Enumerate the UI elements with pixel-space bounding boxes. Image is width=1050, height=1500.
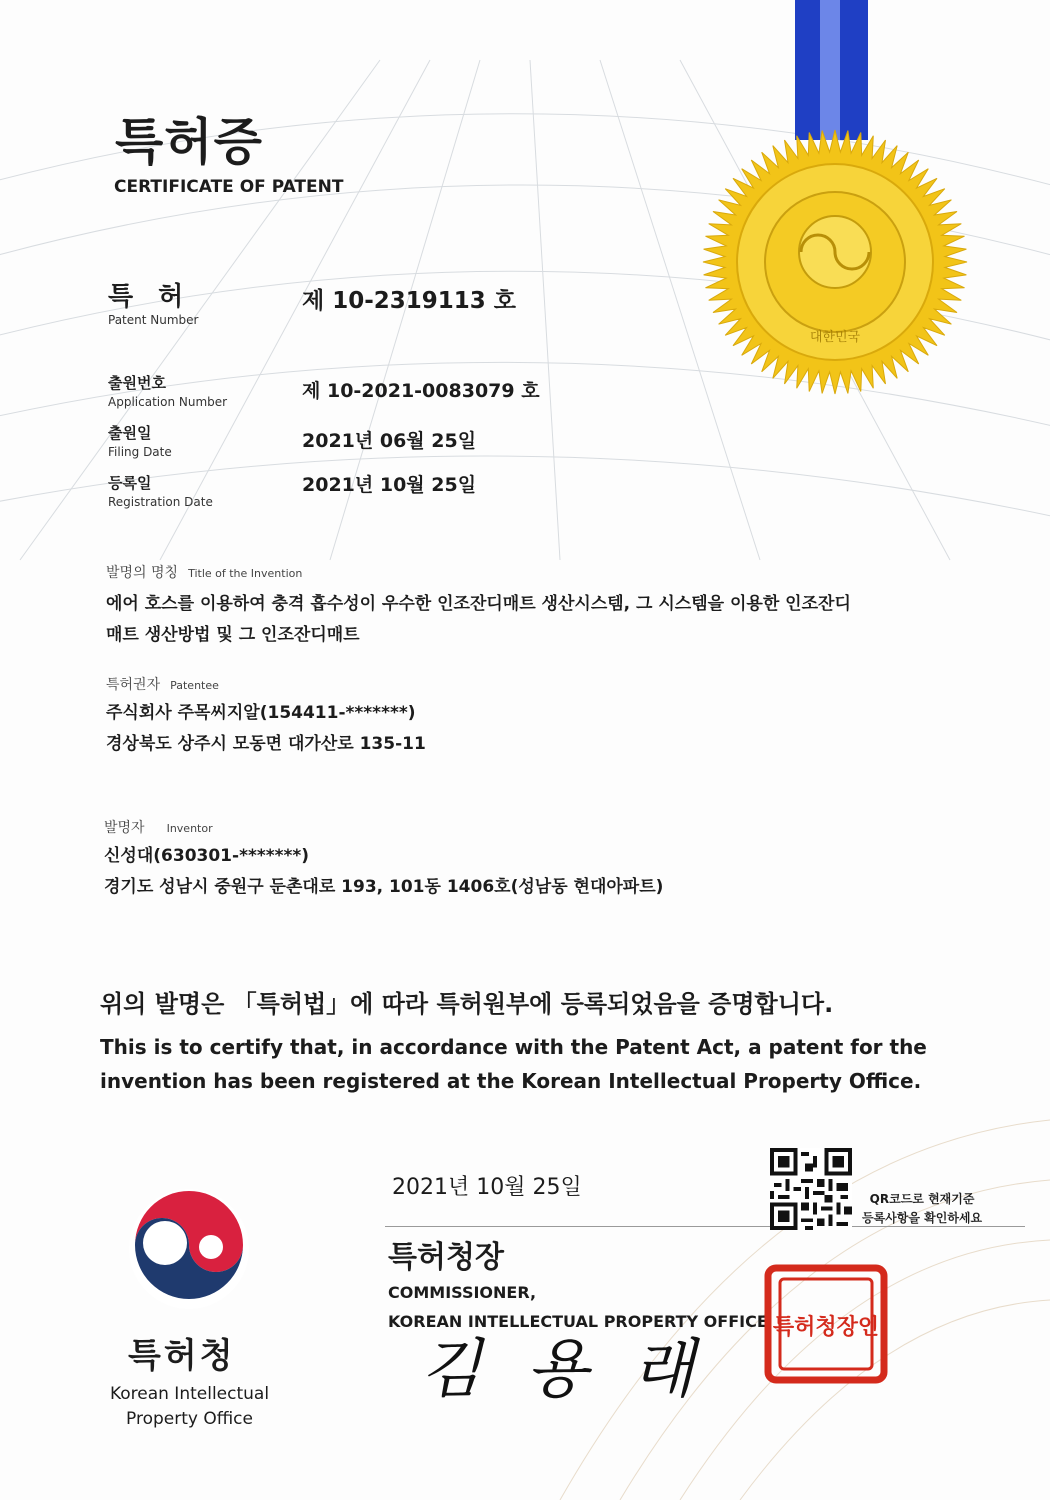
application-number-value: 제 10-2021-0083079 호 [302,380,540,402]
qr-code-icon[interactable] [770,1148,852,1230]
patent-number-label-en: Patent Number [108,313,199,327]
filing-date-label-en: Filing Date [108,445,172,459]
invention-title-line: 매트 생산방법 및 그 인조잔디매트 [106,625,360,645]
inventor-section-label [104,817,213,837]
inventor-name: 신성대(630301-*******) [104,846,310,866]
certification-text-en [100,1030,927,1098]
filing-date-label: 출원일 [108,424,152,442]
application-number-label: 출원번호 [108,374,166,392]
patentee-address: 경상북도 상주시 모동면 대가산로 135-11 [106,734,426,754]
office-name-en: Korean Intellectual Property Office [109,1384,270,1429]
inventor-label-en: Inventor [166,822,213,835]
patentee-label: 특허권자 [106,677,161,693]
invention-section-label [106,562,302,582]
registration-date-label-en: Registration Date [108,495,213,509]
commissioner-title-en-line: COMMISSIONER, [388,1283,537,1302]
certification-text-en-line: invention has been registered at the Korean Intellectual Property Office. [100,1069,922,1093]
taeguk-logo-icon [125,1185,253,1313]
patentee-label-en: Patentee [170,679,219,692]
invention-label: 발명의 명칭 [106,565,179,581]
invention-label-en: Title of the Invention [188,567,303,580]
certificate-title-en: CERTIFICATE OF PATENT [114,177,344,197]
certificate-title: 특허증 [115,113,263,171]
inventor-address: 경기도 성남시 중원구 둔촌대로 193, 101동 1406호(성남동 현대아파트) [104,877,664,897]
signature: 김 용 래 [420,1333,707,1407]
red-stamp-icon [762,1262,890,1386]
commissioner-title-en-line: KOREAN INTELLECTUAL PROPERTY OFFICE [388,1312,768,1331]
patentee-name: 주식회사 주목씨지알(154411-*******) [106,703,416,723]
invention-title-line: 에어 호스를 이용하여 충격 흡수성이 우수한 인조잔디매트 생산시스템, 그 시스템을 이용한 인조잔디 [106,594,851,614]
inventor-info [104,841,663,903]
inventor-label: 발명자 [104,820,145,836]
commissioner-title: 특허청장 [388,1240,504,1275]
registration-date-value: 2021년 10월 25일 [302,474,477,496]
registration-date-label: 등록일 [108,474,152,492]
filing-date-value: 2021년 06월 25일 [302,430,477,452]
svg-text:특허청장인: 특허청장인 [772,1314,880,1340]
application-number-label-en: Application Number [108,395,228,409]
invention-title [106,589,851,651]
patentee-info [106,698,426,760]
qr-note-line: 등록사항을 확인하세요 [862,1211,983,1225]
patent-number-label: 특 허 [108,282,192,312]
patent-number-value: 제 10-2319113 호 [302,288,517,314]
certification-text-en-line: This is to certify that, in accordance with the Patent Act, a patent for the [100,1035,927,1059]
qr-note [862,1190,982,1228]
certification-text: 위의 발명은 「특허법」에 따라 특허원부에 등록되었음을 증명합니다. [100,990,834,1018]
qr-note-line: QR코드로 현재기준 [869,1192,975,1206]
svg-text:대한민국: 대한민국 [809,330,861,345]
issue-date: 2021년 10월 25일 [392,1175,582,1200]
office-name: 특허청 [128,1336,236,1376]
patentee-section-label [106,674,219,694]
